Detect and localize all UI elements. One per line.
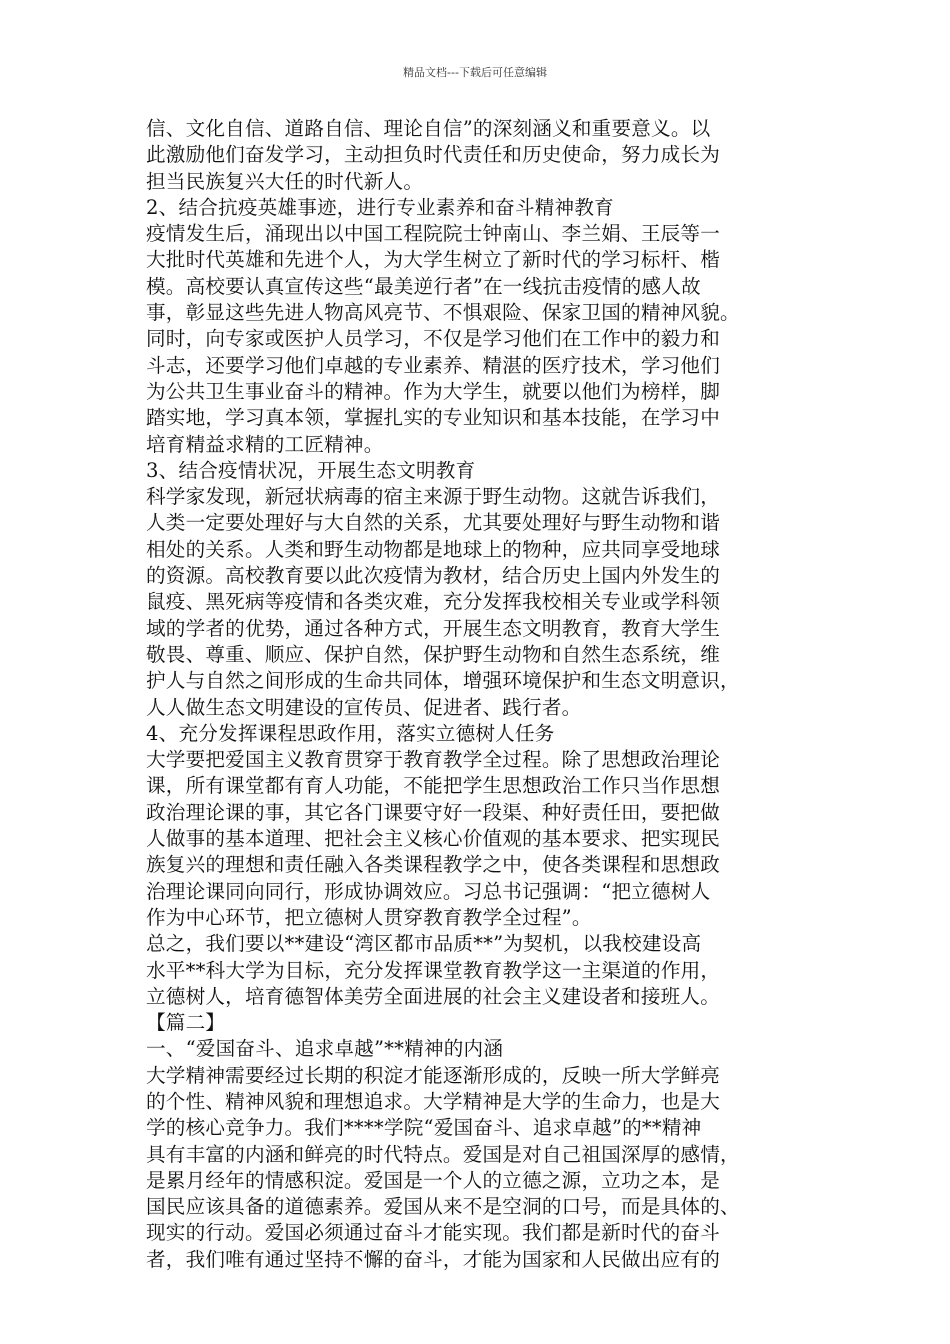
document-body <box>146 116 816 1273</box>
text-line: 族复兴的理想和责任融入各类课程教学之中，使各类课程和思想政 <box>146 853 721 877</box>
text-line: 3、结合疫情状况，开展生态文明教育 <box>146 458 476 482</box>
text-line: 相处的关系。人类和野生动物都是地球上的物种，应共同享受地球 <box>146 537 721 561</box>
text-line: 为公共卫生事业奋斗的精神。作为大学生，就要以他们为榜样，脚 <box>146 379 721 403</box>
text-line: 4、充分发挥课程思政作用，落实立德树人任务 <box>146 721 555 745</box>
text-line: 【篇二】 <box>146 1011 226 1035</box>
text-line: 作为中心环节，把立德树人贯穿教育教学全过程”。 <box>146 905 592 929</box>
text-line: 一、“爱国奋斗、追求卓越”**精神的内涵 <box>146 1037 504 1061</box>
text-line: 同时，向专家或医护人员学习，不仅是学习他们在工作中的毅力和 <box>146 327 721 351</box>
text-line: 者，我们唯有通过坚持不懈的奋斗，才能为国家和人民做出应有的 <box>146 1247 721 1271</box>
text-line: 信、文化自信、道路自信、理论自信”的深刻涵义和重要意义。以 <box>146 117 711 140</box>
text-line: 人做事的基本道理、把社会主义核心价值观的基本要求、把实现民 <box>146 827 721 851</box>
text-line: 大学精神需要经过长期的积淀才能逐渐形成的，反映一所大学鲜亮 <box>146 1063 721 1087</box>
text-line: 培育精益求精的工匠精神。 <box>146 432 384 456</box>
text-line: 治理论课同向同行，形成协调效应。习总书记强调：“把立德树人 <box>146 879 711 903</box>
text-line: 具有丰富的内涵和鲜亮的时代特点。爱国是对自己祖国深厚的感情， <box>146 1142 740 1166</box>
text-line: 水平**科大学为目标，充分发挥课堂教育教学这一主渠道的作用， <box>146 958 721 982</box>
text-line: 护人与自然之间形成的生命共同体，增强环境保护和生态文明意识， <box>146 669 740 693</box>
text-line: 现实的行动。爱国必须通过奋斗才能实现。我们都是新时代的奋斗 <box>146 1221 721 1245</box>
text-line: 敬畏、尊重、顺应、保护自然，保护野生动物和自然生态系统，维 <box>146 642 721 666</box>
text-line: 政治理论课的事，其它各门课要守好一段渠、种好责任田，要把做 <box>146 800 721 824</box>
text-line: 大批时代英雄和先进个人，为大学生树立了新时代的学习标杆、楷 <box>146 248 721 272</box>
text-line: 踏实地，学习真本领，掌握扎实的专业知识和基本技能，在学习中 <box>146 406 721 430</box>
text-line: 模。高校要认真宣传这些“最美逆行者”在一线抗击疫情的感人故 <box>146 274 701 298</box>
text-line: 国民应该具备的道德素养。爱国从来不是空洞的口号，而是具体的、 <box>146 1195 740 1219</box>
text-line: 2、结合抗疫英雄事迹，进行专业素养和奋斗精神教育 <box>146 195 614 219</box>
text-line: 是累月经年的情感积淀。爱国是一个人的立德之源，立功之本，是 <box>146 1168 721 1192</box>
text-line: 人人做生态文明建设的宣传员、促进者、践行者。 <box>146 695 582 719</box>
text-line: 总之，我们要以**建设“湾区都市品质**”为契机，以我校建设高 <box>146 932 702 956</box>
text-line: 的个性、精神风貌和理想追求。大学精神是大学的生命力，也是大 <box>146 1089 721 1113</box>
text-line: 疫情发生后，涌现出以中国工程院院士钟南山、李兰娟、王辰等一 <box>146 222 721 246</box>
text-line: 立德树人，培育德智体美劳全面进展的社会主义建设者和接班人。 <box>146 984 721 1008</box>
text-line: 的资源。高校教育要以此次疫情为教材，结合历史上国内外发生的 <box>146 564 721 588</box>
text-line: 科学家发现，新冠状病毒的宿主来源于野生动物。这就告诉我们， <box>146 485 721 509</box>
text-line: 此激励他们奋发学习，主动担负时代责任和历史使命，努力成长为 <box>146 143 721 167</box>
text-line: 人类一定要处理好与大自然的关系，尤其要处理好与野生动物和谐 <box>146 511 721 535</box>
text-line: 域的学者的优势，通过各种方式，开展生态文明教育，教育大学生 <box>146 616 721 640</box>
text-line: 斗志，还要学习他们卓越的专业素养、精湛的医疗技术，学习他们 <box>146 353 721 377</box>
text-line: 事，彰显这些先进人物高风亮节、不惧艰险、保家卫国的精神风貌。 <box>146 301 740 325</box>
page-header-note: 精品文档---下载后可任意编辑 <box>403 66 547 79</box>
text-line: 担当民族复兴大任的时代新人。 <box>146 169 424 193</box>
text-line: 大学要把爱国主义教育贯穿于教育教学全过程。除了思想政治理论 <box>146 748 721 772</box>
text-line: 鼠疫、黑死病等疫情和各类灾难，充分发挥我校相关专业或学科领 <box>146 590 721 614</box>
text-line: 学的核心竞争力。我们****学院“爱国奋斗、追求卓越”的**精神 <box>146 1116 702 1140</box>
text-line: 课，所有课堂都有育人功能，不能把学生思想政治工作只当作思想 <box>146 774 721 798</box>
